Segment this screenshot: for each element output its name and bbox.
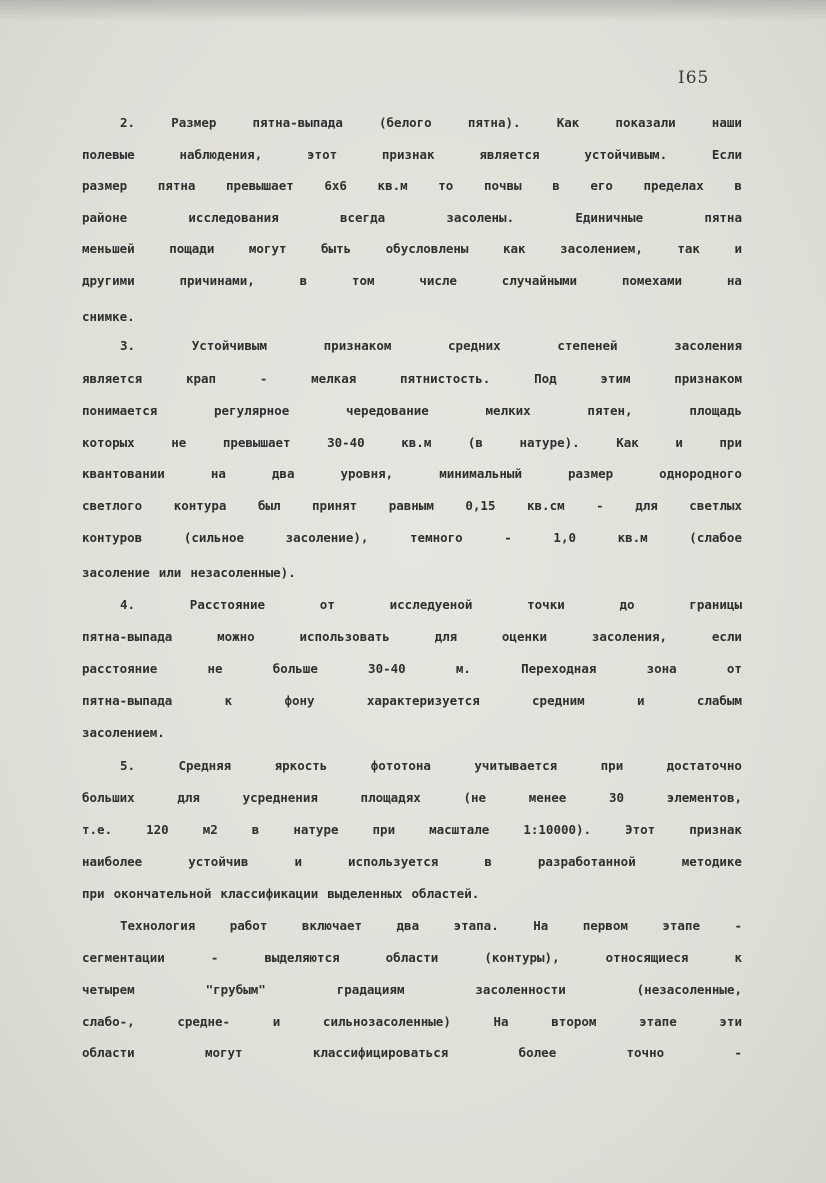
word: наиболее — [82, 853, 143, 869]
word: На — [493, 1013, 509, 1029]
word: контура — [173, 497, 227, 513]
word: можно — [217, 628, 255, 644]
word: уровня, — [340, 465, 394, 481]
text-line — [82, 1040, 742, 1064]
word: пятна). — [467, 114, 521, 130]
word: характеризуется — [366, 692, 480, 708]
word: Как — [556, 114, 580, 130]
word: эти — [719, 1013, 742, 1029]
word: пятен, — [587, 402, 633, 418]
word: признак — [689, 821, 742, 837]
word: 1:10000). — [523, 821, 592, 837]
word: окончательной — [113, 885, 212, 901]
word: элементов, — [666, 789, 742, 805]
word: могут — [248, 240, 287, 256]
word: этапе — [639, 1013, 677, 1029]
word: - — [259, 370, 268, 386]
word: кв.м — [401, 434, 432, 450]
word: первом — [582, 917, 628, 933]
word: менее — [528, 789, 567, 805]
text-line — [82, 849, 742, 873]
word: и — [734, 240, 742, 256]
word: до — [619, 596, 635, 612]
scan-shadow — [0, 0, 826, 22]
word: - — [734, 917, 742, 933]
word: 6х6 — [324, 177, 347, 193]
text-line — [82, 304, 742, 328]
word: признаком — [674, 370, 742, 386]
word: меньшей — [82, 240, 135, 256]
text-line — [82, 205, 742, 229]
word: причинами, — [179, 272, 255, 288]
text-line — [82, 398, 742, 422]
word: 4. — [120, 596, 136, 612]
word: слабым — [696, 692, 742, 708]
word: "грубым" — [205, 981, 266, 997]
word: м. — [455, 660, 471, 676]
word: в — [734, 177, 742, 193]
word: (белого — [379, 114, 432, 130]
text-line — [82, 560, 742, 584]
word: быть — [321, 240, 352, 256]
word: - — [210, 949, 219, 965]
word: выделяются — [264, 949, 340, 965]
word: фототона — [370, 757, 431, 773]
word: в — [484, 853, 492, 869]
word: точно — [626, 1044, 665, 1060]
word: крап — [185, 370, 217, 386]
word: устойчивым. — [584, 146, 668, 162]
word: учитывается — [474, 757, 558, 773]
word: засоленности — [475, 981, 566, 997]
word: другими — [82, 272, 135, 288]
word: засолением. — [82, 724, 165, 740]
word: районе — [82, 209, 128, 225]
word: засоления, — [591, 628, 668, 644]
text-line — [120, 110, 742, 134]
text-line — [82, 720, 742, 744]
word: 5. — [120, 757, 136, 773]
text-line — [82, 430, 742, 454]
word: всегда — [339, 209, 386, 225]
word: так — [677, 240, 700, 256]
word: помехами — [621, 272, 683, 288]
word: признаком — [323, 337, 392, 353]
word: обусловлены — [385, 240, 469, 256]
word: 120 — [146, 821, 169, 837]
word: не — [207, 660, 223, 676]
word: кв.м — [617, 529, 648, 545]
word: для — [635, 497, 658, 513]
word: темного — [410, 529, 463, 545]
word: могут — [204, 1044, 243, 1060]
word: включает — [301, 917, 363, 933]
word: - — [596, 497, 604, 513]
word: показали — [615, 114, 676, 130]
word: 30 — [609, 789, 625, 805]
word: понимается — [82, 402, 158, 418]
word: достаточно — [666, 757, 742, 773]
word: средне- — [177, 1013, 231, 1029]
word: слабо-, — [82, 1013, 135, 1029]
word: мелкая — [311, 370, 357, 386]
word: от — [726, 660, 742, 676]
word: пятна-выпада — [252, 114, 343, 130]
word: засоления — [674, 337, 742, 353]
word: размер — [82, 177, 128, 193]
word: 3. — [120, 337, 136, 353]
word: при — [82, 885, 105, 901]
word: этапе — [662, 917, 700, 933]
word: к — [224, 692, 233, 708]
word: площадях — [360, 789, 421, 805]
word: выделенных — [327, 885, 403, 901]
word: является — [82, 370, 143, 386]
word: области — [385, 949, 439, 965]
word: регулярное — [214, 402, 290, 418]
word: кв.см — [527, 497, 565, 513]
text-line — [82, 173, 742, 197]
word: устойчив — [188, 853, 249, 869]
word: (незасоленные, — [636, 981, 742, 997]
word: его — [590, 177, 613, 193]
word: засоление — [82, 564, 150, 580]
word: два — [396, 917, 420, 933]
word: случайными — [501, 272, 578, 288]
word: мелких — [485, 402, 531, 418]
word: Переходная — [521, 660, 597, 676]
word: (не — [463, 789, 487, 805]
word: больших — [82, 789, 135, 805]
word: этим — [600, 370, 631, 386]
word: на — [210, 465, 226, 481]
word: 2. — [120, 114, 136, 130]
word: больше — [272, 660, 318, 676]
word: при — [719, 434, 742, 450]
word: яркость — [274, 757, 328, 773]
word: принят — [312, 497, 358, 513]
word: средним — [532, 692, 585, 708]
word: при — [372, 821, 396, 837]
word: пятна-выпада — [82, 692, 173, 708]
word: Средняя — [178, 757, 232, 773]
word: засолены. — [446, 209, 515, 225]
word: то — [438, 177, 454, 193]
word: (слабое — [689, 529, 742, 545]
word: (в — [467, 434, 483, 450]
word: почвы — [483, 177, 522, 193]
word: незасоленные). — [190, 564, 296, 580]
text-line — [82, 945, 742, 969]
word: засолением, — [560, 240, 643, 256]
word: втором — [551, 1013, 597, 1029]
text-line — [82, 461, 742, 485]
word: для — [434, 628, 458, 644]
word: точки — [527, 596, 565, 612]
word: если — [711, 628, 742, 644]
word: Расстояние — [189, 596, 266, 612]
word: полевые — [82, 146, 135, 162]
word: масштале — [429, 821, 490, 837]
word: исследуеной — [389, 596, 473, 612]
word: на — [726, 272, 742, 288]
word: светлых — [689, 497, 742, 513]
word: пятна-выпада — [82, 628, 173, 644]
word: фону — [284, 692, 315, 708]
text-line — [82, 236, 742, 260]
word: чередование — [346, 402, 429, 418]
word: областей. — [411, 885, 480, 901]
word: и — [637, 692, 645, 708]
word: пятнистость. — [400, 370, 491, 386]
text-line — [82, 881, 742, 905]
word: 0,15 — [465, 497, 496, 513]
word: размер — [568, 465, 614, 481]
word: засоление), — [285, 529, 369, 545]
text-line — [82, 688, 742, 712]
text-line — [120, 592, 742, 616]
word: как — [502, 240, 526, 256]
word: сегментации — [82, 949, 165, 965]
word: минимальный — [439, 465, 522, 481]
word: границы — [689, 596, 742, 612]
word: т.е. — [82, 821, 113, 837]
word: пределах — [643, 177, 704, 193]
word: средних — [448, 337, 501, 353]
word: зона — [646, 660, 677, 676]
word: разработанной — [537, 853, 636, 869]
word: степеней — [557, 337, 618, 353]
word: в — [552, 177, 560, 193]
word: числе — [419, 272, 457, 288]
word: или — [158, 564, 182, 580]
word: натуре — [293, 821, 339, 837]
word: пощади — [169, 240, 215, 256]
word: сильнозасоленные) — [322, 1013, 451, 1029]
word: пятна — [704, 209, 742, 225]
text-line — [82, 142, 742, 166]
word: использовать — [299, 628, 390, 644]
word: однородного — [659, 465, 742, 481]
word: наши — [711, 114, 742, 130]
word: 1,0 — [553, 529, 576, 545]
word: и — [294, 853, 302, 869]
word: усреднения — [242, 789, 318, 805]
word: На — [533, 917, 549, 933]
text-line — [82, 1009, 742, 1033]
word: был — [257, 497, 281, 513]
word: и — [675, 434, 683, 450]
word: м2 — [202, 821, 218, 837]
word: классификации — [220, 885, 319, 901]
word: кв.м — [377, 177, 408, 193]
word: к — [734, 949, 742, 965]
word: Под — [534, 370, 557, 386]
page-number: I65 — [678, 68, 710, 88]
text-line — [120, 913, 742, 937]
word: этот — [307, 146, 338, 162]
text-line — [82, 977, 742, 1001]
text-line — [120, 333, 742, 357]
word: признак — [381, 146, 435, 162]
word: 30-40 — [368, 660, 406, 676]
word: от — [319, 596, 335, 612]
word: оценки — [501, 628, 548, 644]
word: в — [251, 821, 260, 837]
word: в — [299, 272, 308, 288]
word: исследования — [188, 209, 279, 225]
text-line — [82, 817, 742, 841]
word: при — [600, 757, 624, 773]
word: расстояние — [82, 660, 158, 676]
word: является — [479, 146, 540, 162]
word: Размер — [171, 114, 217, 130]
word: не — [171, 434, 187, 450]
text-line — [82, 624, 742, 648]
word: методике — [681, 853, 742, 869]
word: площадь — [689, 402, 742, 418]
word: квантовании — [82, 465, 165, 481]
word: превышает — [222, 434, 291, 450]
word: наблюдения, — [179, 146, 263, 162]
word: работ — [229, 917, 268, 933]
word: равным — [388, 497, 434, 513]
word: - — [734, 1044, 742, 1060]
text-line — [82, 656, 742, 680]
word: для — [177, 789, 200, 805]
text-line — [82, 785, 742, 809]
text-line — [82, 493, 742, 517]
word: Этот — [625, 821, 656, 837]
word: Как — [616, 434, 639, 450]
text-line — [82, 366, 742, 390]
text-line — [120, 753, 742, 777]
word: области — [82, 1044, 135, 1060]
word: используется — [348, 853, 439, 869]
word: пятна — [157, 177, 196, 193]
word: Устойчивым — [191, 337, 267, 353]
word: градациям — [336, 981, 405, 997]
word: - — [504, 529, 512, 545]
word: 30-40 — [327, 434, 365, 450]
word: Если — [711, 146, 742, 162]
text-line — [82, 268, 742, 292]
word: относящиеся — [605, 949, 689, 965]
text-line — [82, 525, 742, 549]
word: натуре). — [519, 434, 580, 450]
word: превышает — [226, 177, 294, 193]
word: (сильное — [183, 529, 245, 545]
word: четырем — [82, 981, 135, 997]
word: Технология — [120, 917, 196, 933]
word: Единичные — [575, 209, 644, 225]
word: снимке. — [82, 308, 135, 324]
word: контуров — [82, 529, 143, 545]
word: классифицироваться — [312, 1044, 449, 1060]
word: светлого — [82, 497, 143, 513]
word: два — [271, 465, 295, 481]
word: этапа. — [453, 917, 499, 933]
word: том — [351, 272, 375, 288]
word: более — [518, 1044, 557, 1060]
word: которых — [82, 434, 135, 450]
word: (контуры), — [484, 949, 560, 965]
word: и — [272, 1013, 281, 1029]
